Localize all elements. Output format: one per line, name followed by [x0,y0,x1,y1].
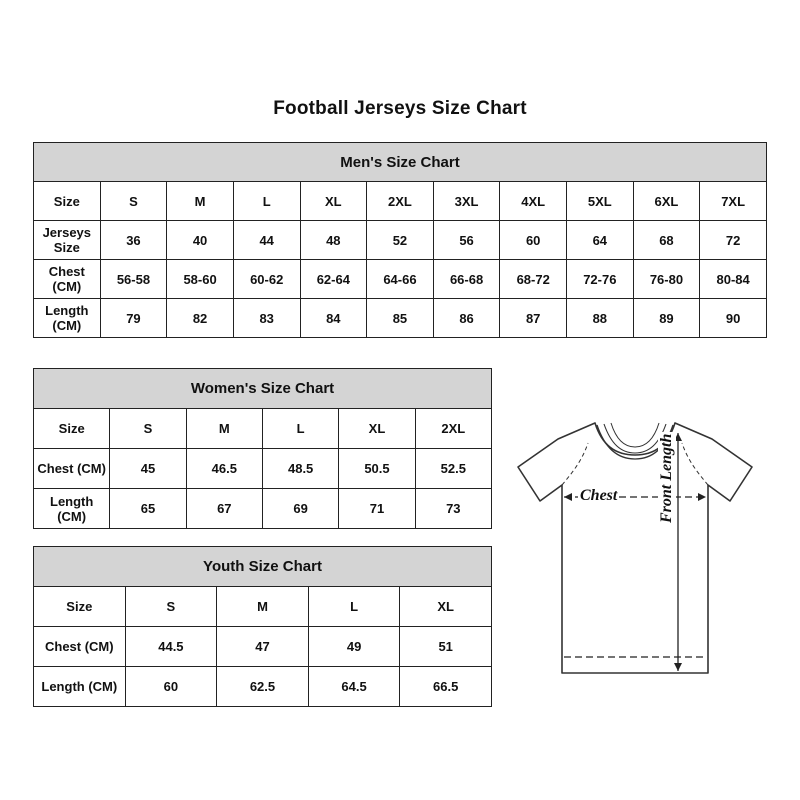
cell: XL [300,182,367,221]
row-label: Length (CM) [34,667,126,707]
collar-line-inner-2 [611,423,659,447]
cell: 5XL [567,182,634,221]
cell: 68-72 [500,260,567,299]
row-label: Chest (CM) [34,627,126,667]
cell: 60-62 [233,260,300,299]
cell: S [125,587,217,627]
cell: 36 [100,221,167,260]
row-label: Size [34,409,110,449]
cell: 7XL [700,182,767,221]
youth-table-title: Youth Size Chart [34,547,492,587]
cell: 56-58 [100,260,167,299]
cell: 60 [500,221,567,260]
row-label: Size [34,182,101,221]
table-row [34,182,767,221]
tshirt-measurement-diagram [500,405,780,705]
cell: M [217,587,309,627]
cell: S [100,182,167,221]
cell: 67 [186,489,262,529]
cell: 66-68 [433,260,500,299]
cell: M [167,182,234,221]
row-label: Length (CM) [34,489,110,529]
cell: 88 [567,299,634,338]
cell: 73 [415,489,491,529]
cell: 80-84 [700,260,767,299]
table-row [34,409,492,449]
cell: 76-80 [633,260,700,299]
front-length-label: Front Length [658,433,675,523]
mens-size-chart-table [33,142,767,338]
cell: 86 [433,299,500,338]
table-row [34,667,492,707]
row-label: Chest (CM) [34,449,110,489]
cell: 2XL [415,409,491,449]
cell: 85 [367,299,434,338]
cell: L [262,409,338,449]
cell: 89 [633,299,700,338]
cell: 64.5 [308,667,400,707]
row-label: Size [34,587,126,627]
table-header-row [34,143,767,182]
cell: 52 [367,221,434,260]
cell: 44.5 [125,627,217,667]
table-header-row [34,369,492,409]
cell: 49 [308,627,400,667]
cell: S [110,409,186,449]
cell: XL [339,409,415,449]
row-label: Length (CM) [34,299,101,338]
cell: XL [400,587,492,627]
cell: 66.5 [400,667,492,707]
chest-label: Chest [580,487,618,504]
cell: 46.5 [186,449,262,489]
tshirt-outline [518,423,752,673]
table-row [34,299,767,338]
table-row [34,587,492,627]
cell: 90 [700,299,767,338]
cell: 52.5 [415,449,491,489]
cell: 48 [300,221,367,260]
cell: 40 [167,221,234,260]
mens-table-title: Men's Size Chart [34,143,767,182]
cell: 51 [400,627,492,667]
cell: 44 [233,221,300,260]
womens-table-title: Women's Size Chart [34,369,492,409]
cell: 83 [233,299,300,338]
cell: 72-76 [567,260,634,299]
table-header-row [34,547,492,587]
womens-size-chart-table [33,368,492,529]
cell: 62-64 [300,260,367,299]
cell: 84 [300,299,367,338]
table-row [34,489,492,529]
tshirt-icon [500,405,780,705]
row-label: Jerseys Size [34,221,101,260]
cell: L [233,182,300,221]
cell: 4XL [500,182,567,221]
cell: 50.5 [339,449,415,489]
cell: 64-66 [367,260,434,299]
cell: M [186,409,262,449]
cell: 56 [433,221,500,260]
cell: 62.5 [217,667,309,707]
page-title: Football Jerseys Size Chart [273,98,527,119]
cell: 79 [100,299,167,338]
cell: 72 [700,221,767,260]
cell: 87 [500,299,567,338]
cell: 71 [339,489,415,529]
youth-size-chart-table [33,546,492,707]
cell: 68 [633,221,700,260]
cell: 82 [167,299,234,338]
table-row [34,627,492,667]
cell: 2XL [367,182,434,221]
cell: 47 [217,627,309,667]
cell: 3XL [433,182,500,221]
cell: 58-60 [167,260,234,299]
cell: 64 [567,221,634,260]
cell: 45 [110,449,186,489]
table-row [34,260,767,299]
cell: 69 [262,489,338,529]
table-row [34,221,767,260]
cell: 65 [110,489,186,529]
table-row [34,449,492,489]
cell: L [308,587,400,627]
cell: 6XL [633,182,700,221]
row-label: Chest (CM) [34,260,101,299]
cell: 48.5 [262,449,338,489]
cell: 60 [125,667,217,707]
